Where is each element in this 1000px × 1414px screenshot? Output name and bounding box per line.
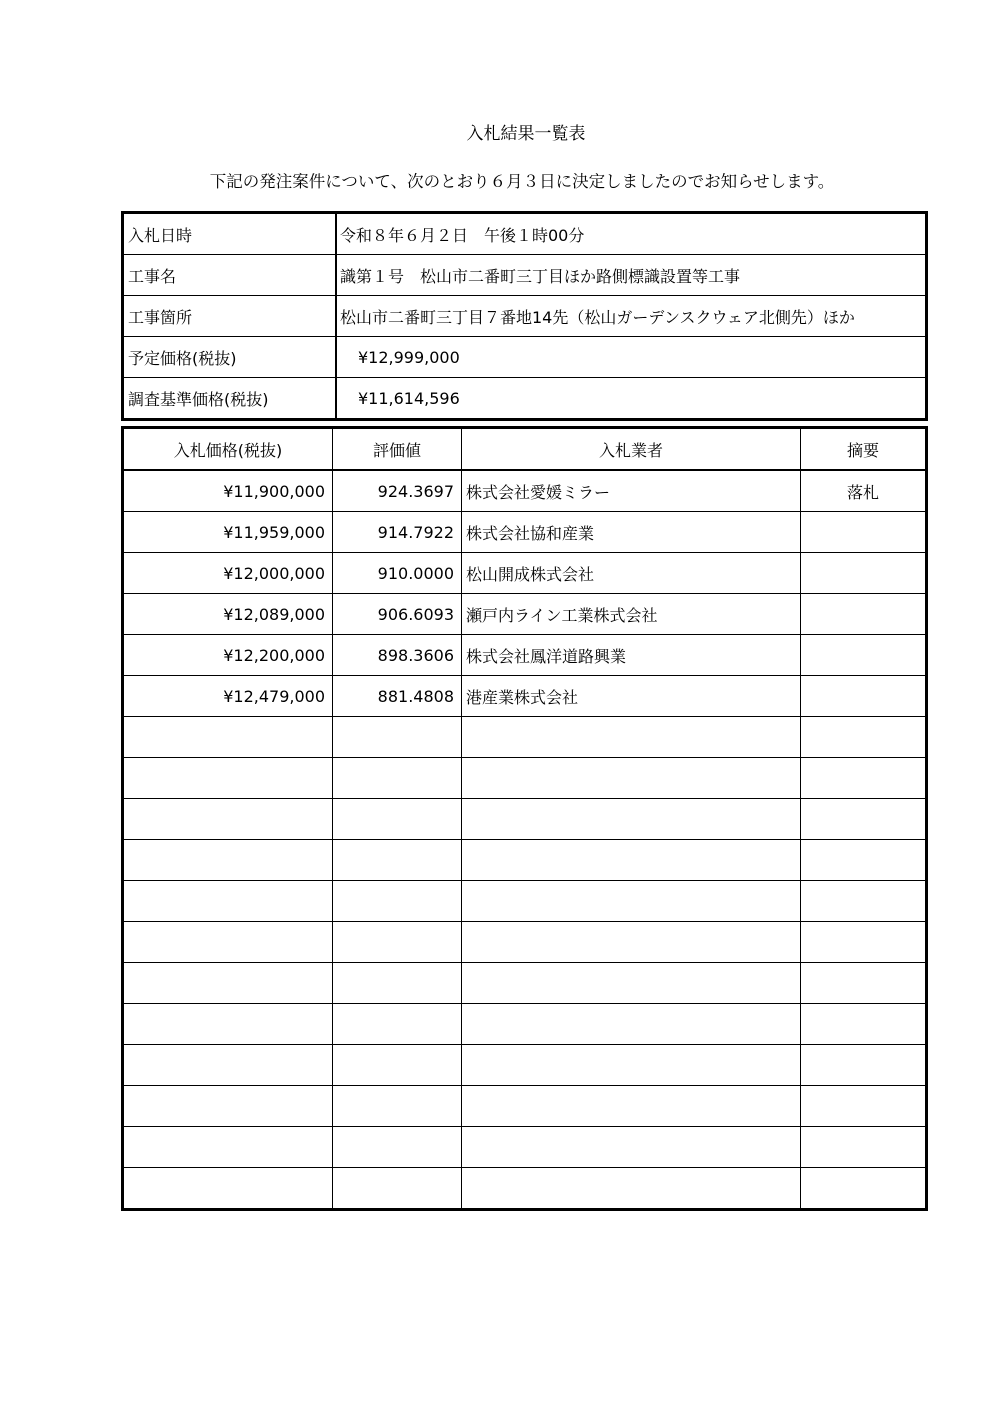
bid-score bbox=[333, 717, 462, 758]
bid-note bbox=[801, 1127, 927, 1168]
bidder-name: 松山開成株式会社 bbox=[462, 553, 801, 594]
table-row bbox=[123, 676, 927, 717]
bid-note bbox=[801, 799, 927, 840]
bid-price: ¥11,900,000 bbox=[123, 470, 333, 512]
bidder-name bbox=[462, 1086, 801, 1127]
bid-note bbox=[801, 1004, 927, 1045]
info-value: ¥12,999,000 bbox=[336, 337, 927, 378]
table-row bbox=[123, 1168, 927, 1210]
bidder-name bbox=[462, 799, 801, 840]
bid-score bbox=[333, 758, 462, 799]
bid-note bbox=[801, 922, 927, 963]
bidder-name bbox=[462, 1127, 801, 1168]
table-row bbox=[123, 1004, 927, 1045]
table-row bbox=[123, 1127, 927, 1168]
info-value: 松山市二番町三丁目７番地14先（松山ガーデンスクウェア北側先）ほか bbox=[336, 296, 927, 337]
info-value: 令和８年６月２日 午後１時00分 bbox=[336, 213, 927, 255]
bid-price: ¥12,200,000 bbox=[123, 635, 333, 676]
bid-score bbox=[333, 799, 462, 840]
bid-note bbox=[801, 963, 927, 1004]
info-label: 工事名 bbox=[123, 255, 337, 296]
table-row bbox=[123, 470, 927, 512]
bidder-name bbox=[462, 1168, 801, 1210]
bid-price bbox=[123, 1127, 333, 1168]
info-value: ¥11,614,596 bbox=[336, 378, 927, 420]
info-value: 識第１号 松山市二番町三丁目ほか路側標識設置等工事 bbox=[336, 255, 927, 296]
table-row bbox=[123, 717, 927, 758]
table-row bbox=[123, 1086, 927, 1127]
bid-price: ¥12,479,000 bbox=[123, 676, 333, 717]
header-score: 評価値 bbox=[333, 428, 462, 471]
info-row bbox=[123, 337, 927, 378]
bid-note bbox=[801, 758, 927, 799]
header-bidder: 入札業者 bbox=[462, 428, 801, 471]
bidder-name bbox=[462, 1045, 801, 1086]
table-row bbox=[123, 758, 927, 799]
bid-price bbox=[123, 963, 333, 1004]
bid-price: ¥12,089,000 bbox=[123, 594, 333, 635]
info-row bbox=[123, 296, 927, 337]
info-label: 工事箇所 bbox=[123, 296, 337, 337]
bidder-name bbox=[462, 881, 801, 922]
table-row bbox=[123, 1045, 927, 1086]
bid-score bbox=[333, 1086, 462, 1127]
bid-note bbox=[801, 594, 927, 635]
bidder-name bbox=[462, 840, 801, 881]
bid-note bbox=[801, 1086, 927, 1127]
info-label: 調査基準価格(税抜) bbox=[123, 378, 337, 420]
info-label: 入札日時 bbox=[123, 213, 337, 255]
bid-note bbox=[801, 635, 927, 676]
info-row bbox=[123, 378, 927, 420]
bid-note bbox=[801, 717, 927, 758]
table-row bbox=[123, 553, 927, 594]
table-row bbox=[123, 594, 927, 635]
bid-score: 910.0000 bbox=[333, 553, 462, 594]
bidder-name bbox=[462, 717, 801, 758]
bid-price: ¥11,959,000 bbox=[123, 512, 333, 553]
bidder-name bbox=[462, 1004, 801, 1045]
bid-score: 906.6093 bbox=[333, 594, 462, 635]
bid-note: 落札 bbox=[801, 470, 927, 512]
bid-price bbox=[123, 717, 333, 758]
bid-score: 914.7922 bbox=[333, 512, 462, 553]
bid-price bbox=[123, 840, 333, 881]
bid-price bbox=[123, 1004, 333, 1045]
bid-score bbox=[333, 963, 462, 1004]
bid-price bbox=[123, 1045, 333, 1086]
bid-note bbox=[801, 1168, 927, 1210]
bid-note bbox=[801, 881, 927, 922]
bid-score bbox=[333, 922, 462, 963]
bidder-name: 株式会社愛媛ミラー bbox=[462, 470, 801, 512]
table-row bbox=[123, 635, 927, 676]
bid-score bbox=[333, 1168, 462, 1210]
bid-score bbox=[333, 1127, 462, 1168]
info-row bbox=[123, 213, 927, 255]
notice-text: 下記の発注案件について、次のとおり６月３日に決定しましたのでお知らせします。 bbox=[209, 172, 835, 191]
bid-score bbox=[333, 840, 462, 881]
bid-price bbox=[123, 799, 333, 840]
bid-score: 898.3606 bbox=[333, 635, 462, 676]
bid-score bbox=[333, 881, 462, 922]
info-label: 予定価格(税抜) bbox=[123, 337, 337, 378]
bidder-name: 瀬戸内ライン工業株式会社 bbox=[462, 594, 801, 635]
bid-info-table bbox=[121, 211, 928, 421]
table-row bbox=[123, 799, 927, 840]
bid-note bbox=[801, 553, 927, 594]
bid-score: 881.4808 bbox=[333, 676, 462, 717]
bidder-name bbox=[462, 922, 801, 963]
bid-score: 924.3697 bbox=[333, 470, 462, 512]
table-row bbox=[123, 840, 927, 881]
info-row bbox=[123, 255, 927, 296]
bidder-name: 株式会社鳳洋道路興業 bbox=[462, 635, 801, 676]
bid-note bbox=[801, 840, 927, 881]
table-row bbox=[123, 512, 927, 553]
bid-price bbox=[123, 922, 333, 963]
table-row bbox=[123, 922, 927, 963]
bidder-name: 港産業株式会社 bbox=[462, 676, 801, 717]
bid-price bbox=[123, 1086, 333, 1127]
bid-score bbox=[333, 1004, 462, 1045]
bid-score bbox=[333, 1045, 462, 1086]
bid-results-table bbox=[121, 426, 928, 1211]
table-row bbox=[123, 963, 927, 1004]
bidder-name: 株式会社協和産業 bbox=[462, 512, 801, 553]
bid-price bbox=[123, 881, 333, 922]
bid-price: ¥12,000,000 bbox=[123, 553, 333, 594]
bid-price bbox=[123, 758, 333, 799]
header-note: 摘要 bbox=[801, 428, 927, 471]
bid-note bbox=[801, 1045, 927, 1086]
bidder-name bbox=[462, 963, 801, 1004]
bid-results-header-row bbox=[123, 428, 927, 471]
bid-note bbox=[801, 676, 927, 717]
table-row bbox=[123, 881, 927, 922]
page-title: 入札結果一覧表 bbox=[466, 124, 586, 144]
bid-price bbox=[123, 1168, 333, 1210]
bid-note bbox=[801, 512, 927, 553]
bidder-name bbox=[462, 758, 801, 799]
header-price: 入札価格(税抜) bbox=[123, 428, 333, 471]
